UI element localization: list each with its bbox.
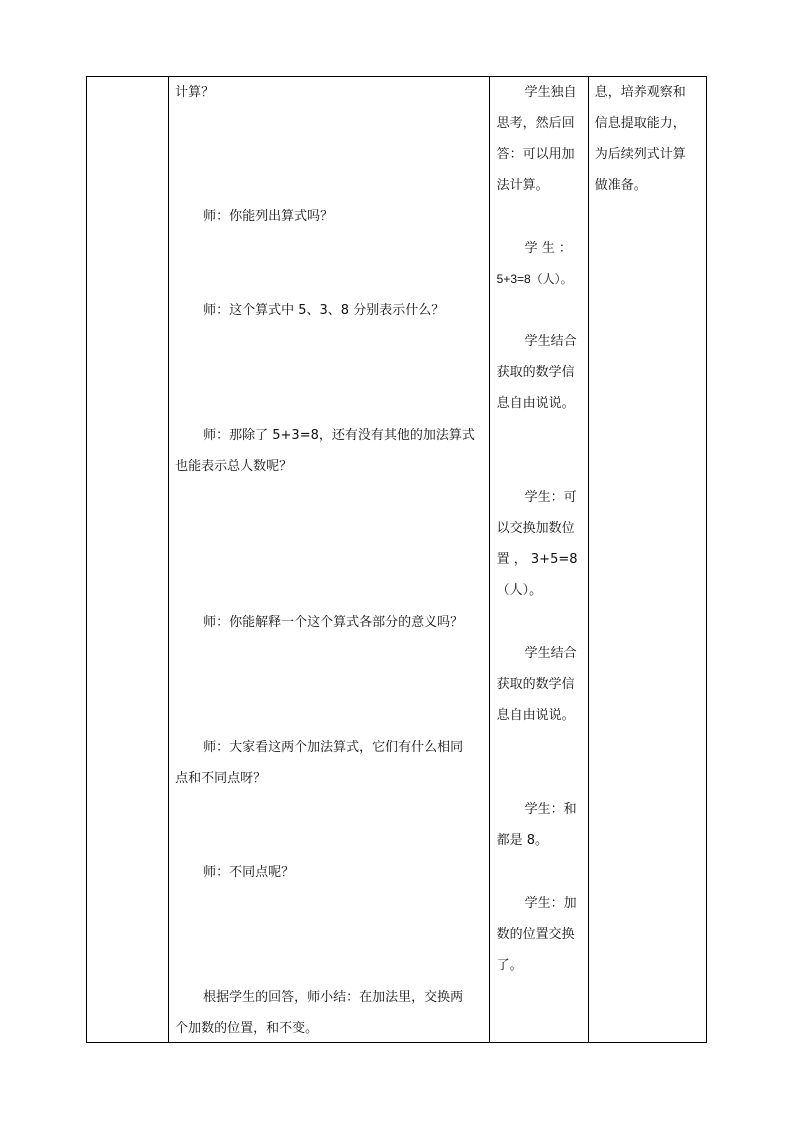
student-line: 学生独自 (524, 85, 577, 100)
student-line: 数的位置交换 (496, 927, 575, 942)
teacher-line: 师：不同点呢？ (203, 865, 295, 880)
student-line: 学生：加 (524, 896, 577, 911)
purpose-line: 信息提取能力， (594, 116, 686, 131)
teacher-line: 计算？ (175, 85, 215, 100)
purpose-line: 为后续列式计算 (594, 147, 686, 162)
student-line: （人）。 (496, 583, 543, 598)
lesson-plan-table (86, 76, 707, 1043)
student-line: 思考，然后回 (496, 116, 575, 131)
student-line: 5+3=8（人）。 (496, 272, 573, 286)
teacher-line: 师：你能列出算式吗？ (203, 209, 334, 224)
student-line: 以交换加数位 (496, 521, 575, 536)
student-line: 学生结合 (524, 646, 577, 661)
student-line: 法计算。 (496, 178, 549, 193)
teacher-line: 师：那除了 5+3=8，还有没有其他的加法算式 (203, 428, 475, 443)
purpose-line: 息，培养观察和 (594, 85, 686, 100)
empty-stage-cell (87, 77, 169, 1043)
teacher-line: 个加数的位置，和不变。 (175, 1021, 319, 1036)
student-line: 置 ， 3+5=8 (496, 552, 578, 567)
student-line: 都是 8。 (496, 833, 549, 848)
student-line: 学 生 ： (524, 241, 572, 256)
student-line: 息自由说说。 (496, 708, 575, 723)
teacher-line: 点和不同点呀？ (175, 771, 267, 786)
student-activity-cell (489, 77, 588, 1043)
student-line: 息自由说说。 (496, 396, 575, 411)
student-line: 获取的数学信 (496, 365, 575, 380)
student-line: 学生：和 (524, 802, 577, 817)
student-line: 了。 (496, 958, 523, 973)
student-line: 学生结合 (524, 334, 577, 349)
student-line: 答：可以用加 (496, 147, 575, 162)
teacher-line: 师：你能解释一个这个算式各部分的意义吗？ (203, 615, 464, 630)
teacher-line: 师：这个算式中 5、3、8 分别表示什么？ (203, 303, 445, 318)
teacher-line: 根据学生的回答，师小结：在加法里，交换两 (203, 990, 464, 1005)
student-line: 获取的数学信 (496, 677, 575, 692)
purpose-line: 做准备。 (594, 178, 647, 193)
design-purpose-cell (588, 77, 706, 1043)
teacher-line: 也能表示总人数呢？ (175, 459, 293, 474)
table-row (87, 77, 707, 1043)
teacher-activity-cell (169, 77, 490, 1043)
student-line: 学生：可 (524, 490, 577, 505)
teacher-line: 师：大家看这两个加法算式，它们有什么相同 (203, 740, 464, 755)
